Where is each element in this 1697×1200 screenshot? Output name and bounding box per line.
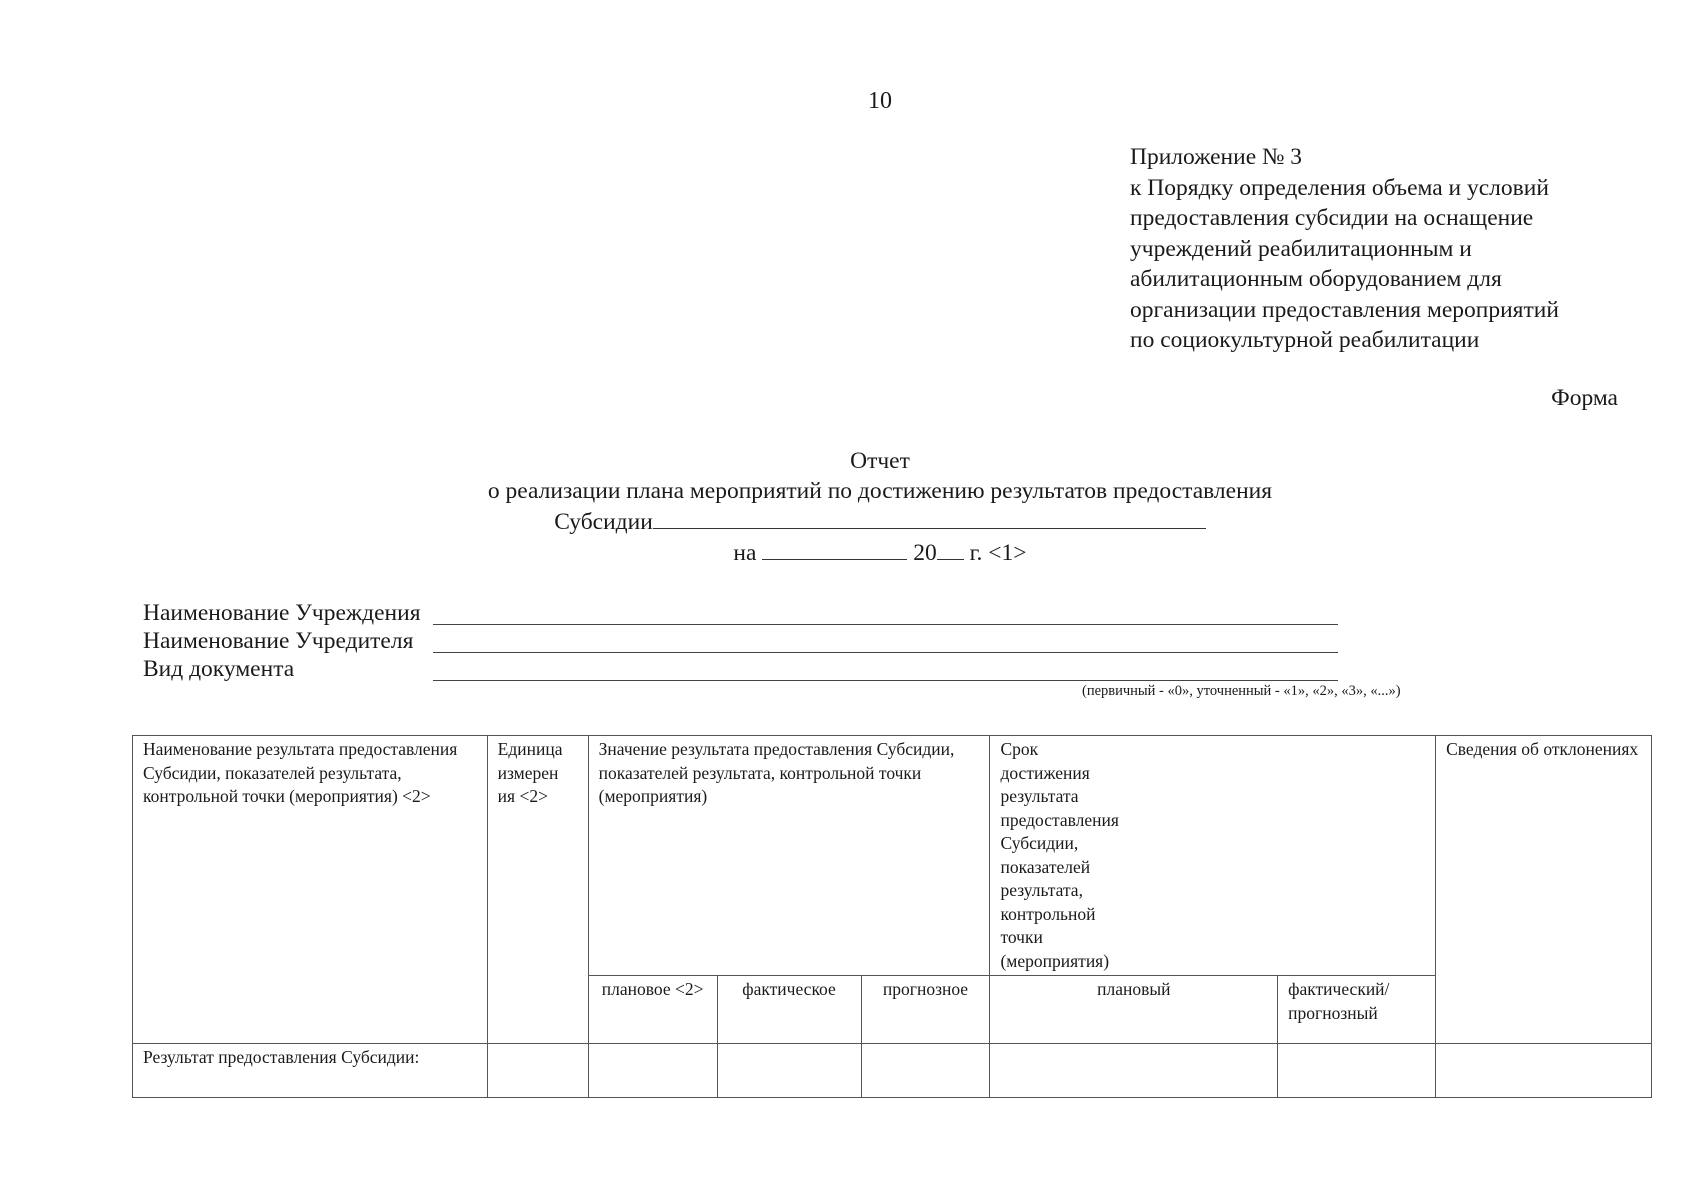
founder-label: Наименование Учредителя [143, 628, 414, 654]
subheader-deadline-planned: плановый [990, 976, 1278, 1044]
year-blank-line [937, 537, 964, 560]
date-prefix: на [733, 540, 757, 566]
appendix-block [1130, 142, 1650, 356]
subheader-deadline-actual: фактический/ прогнозный [1278, 976, 1436, 1044]
header-deviation: Сведения об отклонениях [1436, 736, 1652, 1044]
row-result-label: Результат предоставления Субсидии: [133, 1044, 488, 1098]
report-title-line1: Отчет [850, 448, 910, 474]
table-cell [1278, 1044, 1436, 1098]
institution-line [433, 624, 1338, 625]
report-table [132, 735, 1652, 1098]
report-title-line2: о реализации плана мероприятий по достижению результатов предоставления [487, 478, 1273, 504]
appendix-title: Приложение № 3 [1130, 144, 1303, 170]
appendix-line: по социокультурной реабилитации [1130, 327, 1480, 353]
appendix-line: к Порядку определения объема и условий [1130, 174, 1549, 201]
doc-type-line [433, 680, 1338, 681]
header-unit: Единица измерен ия <2> [487, 736, 588, 1044]
form-label: Форма [1551, 385, 1618, 411]
subsidy-blank-line [653, 506, 1206, 529]
appendix-line: предоставления субсидии на оснащение [1130, 205, 1534, 231]
appendix-line: абилитационным оборудованием для [1130, 266, 1502, 292]
table-cell [990, 1044, 1278, 1098]
table-row [133, 1044, 1652, 1098]
date-suffix: г. <1> [969, 540, 1027, 566]
report-title [0, 446, 1697, 568]
page-number: 10 [868, 88, 892, 114]
doc-type-label: Вид документа [143, 656, 295, 682]
subheader-actual: фактическое [717, 976, 861, 1044]
appendix-line: организации предоставления мероприятий [1130, 296, 1559, 323]
founder-line [433, 652, 1338, 653]
subheader-forecast: прогнозное [861, 976, 990, 1044]
header-deadline [990, 736, 1436, 976]
table-cell [1436, 1044, 1652, 1098]
subsidy-prefix: Субсидии [554, 509, 653, 535]
table-cell [588, 1044, 717, 1098]
appendix-line: учреждений реабилитационным и [1130, 235, 1472, 262]
table-cell [717, 1044, 861, 1098]
table-cell [487, 1044, 588, 1098]
institution-label: Наименование Учреждения [143, 600, 421, 626]
header-value: Значение результата предоставления Субсидии, показателей результата, контрольной точки (мероприятия) [588, 736, 990, 976]
table-cell [861, 1044, 990, 1098]
date-blank-line [762, 537, 907, 560]
table-header-row [133, 736, 1652, 976]
subheader-planned: плановое <2> [588, 976, 717, 1044]
header-result-name: Наименование результата предоставления Субсидии, показателей результата, контрольной точки (мероприятия) <2> [133, 736, 488, 1044]
report-title-line4 [0, 537, 1697, 568]
report-title-line3 [0, 506, 1697, 537]
header-deadline-text: Срок достижения результата предоставления Субсидии, показателей результата, контрольной точки (мероприятия) [1000, 739, 1119, 971]
year-prefix: 20 [913, 540, 937, 566]
doc-type-hint: (первичный - «0», уточненный - «1», «2», «3», «...») [1082, 683, 1401, 699]
